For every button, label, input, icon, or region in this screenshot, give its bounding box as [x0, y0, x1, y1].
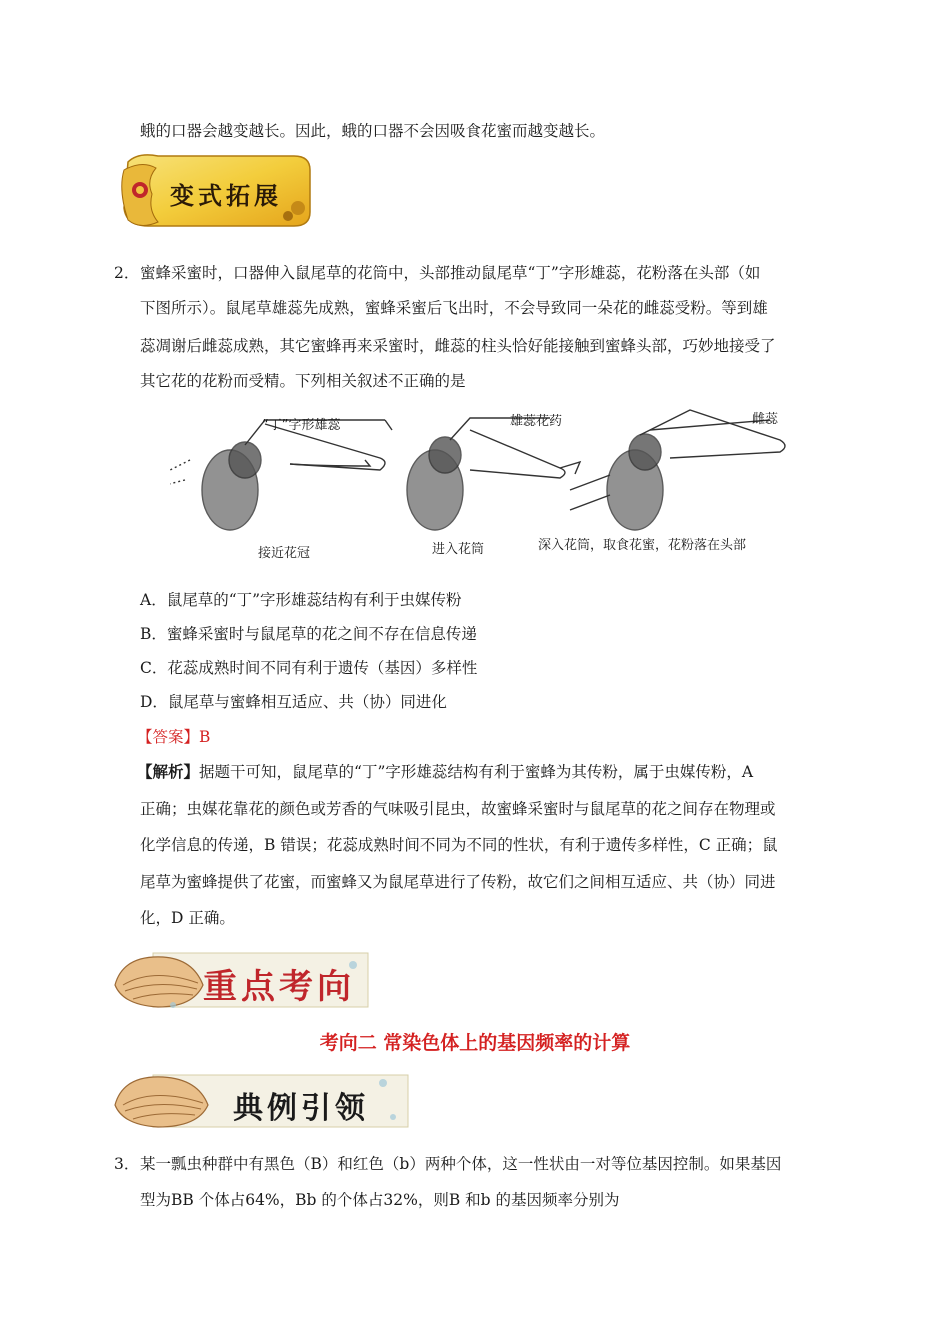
figure-label-pistil: 雌蕊 [752, 412, 779, 427]
question-2-line-1: 蜜蜂采蜜时，口器伸入鼠尾草的花筒中，头部推动鼠尾草“丁”字形雄蕊，花粉落在头部（如 [140, 264, 761, 282]
banner-variation-title: 变式拓展 [170, 181, 282, 210]
question-2-line-3: 蕊凋谢后雌蕊成熟，其它蜜蜂再来采蜜时，雌蕊的柱头恰好能接触到蜜蜂头部，巧妙地接受了 [140, 337, 776, 355]
question-2-line-4: 其它花的花粉而受精。下列相关叙述不正确的是 [140, 372, 466, 390]
analysis-text-1: 据题干可知，鼠尾草的“丁”字形雄蕊结构有利于蜜蜂为其传粉，属于虫媒传粉，A [199, 763, 754, 781]
question-2-number: 2． [114, 264, 140, 282]
option-b: B．蜜蜂采蜜时与鼠尾草的花之间不存在信息传递 [140, 625, 477, 643]
analysis-line-5: 化，D 正确。 [140, 909, 235, 927]
answer-label: 【答案】 [137, 728, 200, 746]
analysis-line-2: 正确；虫媒花靠花的颜色或芳香的气味吸引昆虫，故蜜蜂采蜜时与鼠尾草的花之间存在物理或 [140, 800, 776, 818]
analysis-line-1 [137, 762, 753, 782]
banner-key-title: 重点考向 [203, 967, 355, 1007]
option-c: C．花蕊成熟时间不同有利于遗传（基因）多样性 [140, 659, 478, 677]
analysis-line-3: 化学信息的传递，B 错误；花蕊成熟时间不同为不同的性状，有利于遗传多样性，C 正确；鼠 [140, 836, 778, 854]
answer-line [137, 727, 210, 747]
section-title: 考向二 常染色体上的基因频率的计算 [319, 1032, 631, 1054]
banner-variation [118, 150, 314, 230]
banner-key-direction [113, 945, 373, 1015]
figure-caption-2: 进入花筒 [432, 542, 485, 557]
continued-text-line: 蛾的口器会越变越长。因此，蛾的口器不会因吸食花蜜而越变越长。 [140, 122, 606, 140]
figure-label-t-stamen: “丁”字形雄蕊 [262, 418, 341, 433]
option-a: A．鼠尾草的“丁”字形雄蕊结构有利于虫媒传粉 [140, 591, 462, 609]
question-3-line-1: 某一瓢虫种群中有黑色（B）和红色（b）两种个体，这一性状由一对等位基因控制。如果基因 [140, 1155, 782, 1173]
analysis-label: 【解析】 [137, 762, 200, 781]
analysis-line-4: 尾草为蜜蜂提供了花蜜，而蜜蜂又为鼠尾草进行了传粉，故它们之间相互适应、共（协）同进 [140, 873, 776, 891]
figure-label-anther: 雄蕊花药 [510, 414, 563, 429]
figure-caption-3: 深入花筒，取食花蜜，花粉落在头部 [538, 538, 747, 553]
option-d: D．鼠尾草与蜜蜂相互适应、共（协）同进化 [140, 693, 447, 711]
answer-value: B [199, 728, 211, 746]
banner-example [113, 1065, 413, 1135]
question-3-number: 3． [114, 1155, 140, 1173]
bee-pollination-figure [170, 400, 800, 565]
banner-example-title: 典例引领 [233, 1091, 369, 1126]
question-2-line-2: 下图所示）。鼠尾草雄蕊先成熟，蜜蜂采蜜后飞出时，不会导致同一朵花的雌蕊受粉。等到雄 [140, 299, 768, 317]
figure-caption-1: 接近花冠 [258, 546, 311, 561]
question-3-line-2: 型为BB 个体占64%，Bb 的个体占32%，则B 和b 的基因频率分别为 [140, 1191, 620, 1209]
